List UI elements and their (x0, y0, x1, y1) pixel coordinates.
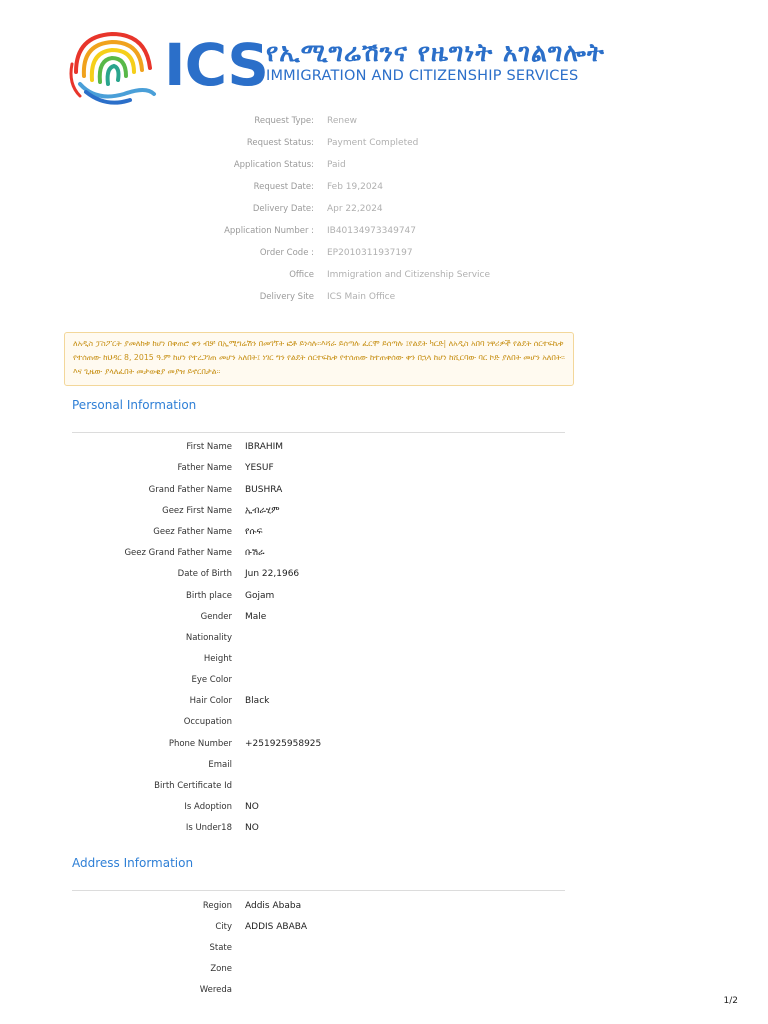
is-adoption-label: Is Adoption (184, 802, 232, 812)
personal-row-first-name (0, 442, 768, 462)
geez-grand-father-name-label: Geez Grand Father Name (124, 548, 232, 558)
region-label: Region (202, 901, 232, 911)
page-number: 1/2 (723, 996, 738, 1006)
hair-color-label: Hair Color (189, 696, 232, 706)
personal-row-phone-number (0, 739, 768, 759)
application-status-label: Application Status: (233, 160, 314, 170)
ics-logo-text: ICS (164, 31, 268, 99)
occupation-label: Occupation (183, 717, 232, 727)
father-name-label: Father Name (177, 463, 232, 473)
state-label: State (209, 943, 232, 953)
personal-row-nationality (0, 633, 768, 653)
gender-value: Male (245, 612, 267, 622)
delivery-date-row (0, 204, 768, 222)
city-label: City (215, 922, 232, 932)
personal-row-geez-father-name (0, 527, 768, 547)
request-type-row (0, 116, 768, 134)
request-date-row (0, 182, 768, 200)
order-code-label: Order Code : (259, 248, 314, 258)
request-status-row (0, 138, 768, 156)
delivery-site-row (0, 292, 768, 310)
request-type-label: Request Type: (254, 116, 314, 126)
application-number-value: IB40134973349747 (327, 226, 416, 236)
personal-row-geez-first-name (0, 506, 768, 526)
height-label: Height (203, 654, 232, 664)
birth-certificate-id-label: Birth Certificate Id (154, 781, 232, 791)
address-row-wereda (0, 985, 768, 1005)
fingerprint-logo-icon (66, 24, 162, 108)
is-adoption-value: NO (245, 802, 259, 812)
ics-header (66, 24, 605, 108)
personal-row-is-under18 (0, 823, 768, 843)
eye-color-label: Eye Color (191, 675, 232, 685)
personal-row-occupation (0, 717, 768, 737)
gender-label: Gender (200, 612, 232, 622)
notice-box: ለአዲስ ፓስፖርት ያመለከቱ ከሆነ በቀጠሮ ቀን ብቻ በኢሚግሬሽን በመገኘት ፎቶ ይነሳሉ፡፡እሻራ ይሰጣሉ ፈርሞ ይሰጣሉ ፤የልደት ካርድ| ለአዲስ አበባ ነዋሪዎች የልደት ሰርተፍኬቱ የተሰጠው ከህዳር 8, 2015 ዓ.ም ከሆነ የተረጋገጠ መሆን አለበት፤ ነገር ግን የልደት ሰርተፍኬቱ የተሰጠው ከተጠቀሰው ቀን በኋላ ከሆነ ከሺርባው ባር ኮድ ያለበት መሆን አለበት፡፡ እና ጊዜው ያላለፈበት መታወቂያ መያዝ ይኖርበታል። (64, 332, 574, 386)
delivery-site-label: Delivery Site (259, 292, 314, 302)
first-name-label: First Name (186, 442, 232, 452)
grand-father-name-value: BUSHRA (245, 485, 283, 495)
date-of-birth-value: Jun 22,1966 (245, 569, 300, 579)
english-agency-title: IMMIGRATION AND CITIZENSHIP SERVICES (266, 68, 579, 84)
delivery-site-value: ICS Main Office (327, 292, 396, 302)
nationality-label: Nationality (185, 633, 232, 643)
personal-row-is-adoption (0, 802, 768, 822)
personal-row-date-of-birth (0, 569, 768, 589)
order-code-row (0, 248, 768, 266)
address-row-state (0, 943, 768, 963)
is-under18-value: NO (245, 823, 259, 833)
geez-first-name-value: ኢብራሂም (245, 506, 280, 516)
birth-place-value: Gojam (245, 591, 275, 601)
city-value: ADDIS ABABA (245, 922, 308, 932)
address-row-city (0, 922, 768, 942)
office-value: Immigration and Citizenship Service (327, 270, 491, 280)
email-label: Email (208, 760, 232, 770)
request-status-value: Payment Completed (327, 138, 419, 148)
order-code-value: EP2010311937197 (327, 248, 413, 258)
hair-color-value: Black (245, 696, 270, 706)
request-type-value: Renew (327, 116, 357, 126)
personal-row-eye-color (0, 675, 768, 695)
grand-father-name-label: Grand Father Name (148, 485, 232, 495)
address-info-divider (72, 890, 565, 891)
personal-row-father-name (0, 463, 768, 483)
geez-father-name-label: Geez Father Name (153, 527, 232, 537)
application-status-value: Paid (327, 160, 346, 170)
office-row (0, 270, 768, 288)
is-under18-label: Is Under18 (185, 823, 232, 833)
geez-grand-father-name-value: ቡሽራ (245, 548, 265, 558)
personal-row-geez-grand-father-name (0, 548, 768, 568)
wereda-label: Wereda (199, 985, 232, 995)
personal-row-email (0, 760, 768, 780)
application-status-row (0, 160, 768, 178)
request-date-label: Request Date: (253, 182, 314, 192)
office-label: Office (289, 270, 314, 280)
request-status-label: Request Status: (246, 138, 314, 148)
geez-first-name-label: Geez First Name (162, 506, 232, 516)
birth-place-label: Birth place (186, 591, 232, 601)
application-number-label: Application Number : (224, 226, 314, 236)
address-row-region (0, 901, 768, 921)
personal-row-birth-place (0, 591, 768, 611)
personal-row-birth-certificate-id (0, 781, 768, 801)
phone-number-label: Phone Number (168, 739, 232, 749)
geez-father-name-value: የሱፍ (245, 527, 263, 537)
delivery-date-label: Delivery Date: (252, 204, 314, 214)
application-number-row (0, 226, 768, 244)
personal-info-divider (72, 432, 565, 433)
phone-number-value: +251925958925 (245, 739, 322, 749)
father-name-value: YESUF (245, 463, 274, 473)
delivery-date-value: Apr 22,2024 (327, 204, 383, 214)
request-date-value: Feb 19,2024 (327, 182, 384, 192)
first-name-value: IBRAHIM (245, 442, 284, 452)
amharic-agency-title: የኢሚግሬሽንና የዜግነት አገልግሎት (266, 38, 605, 67)
address-row-zone (0, 964, 768, 984)
personal-row-height (0, 654, 768, 674)
personal-row-hair-color (0, 696, 768, 716)
personal-row-gender (0, 612, 768, 632)
date-of-birth-label: Date of Birth (177, 569, 232, 579)
personal-info-title: Personal Information (72, 398, 197, 412)
personal-row-grand-father-name (0, 485, 768, 505)
zone-label: Zone (210, 964, 232, 974)
region-value: Addis Ababa (245, 901, 302, 911)
address-info-title: Address Information (72, 856, 194, 870)
